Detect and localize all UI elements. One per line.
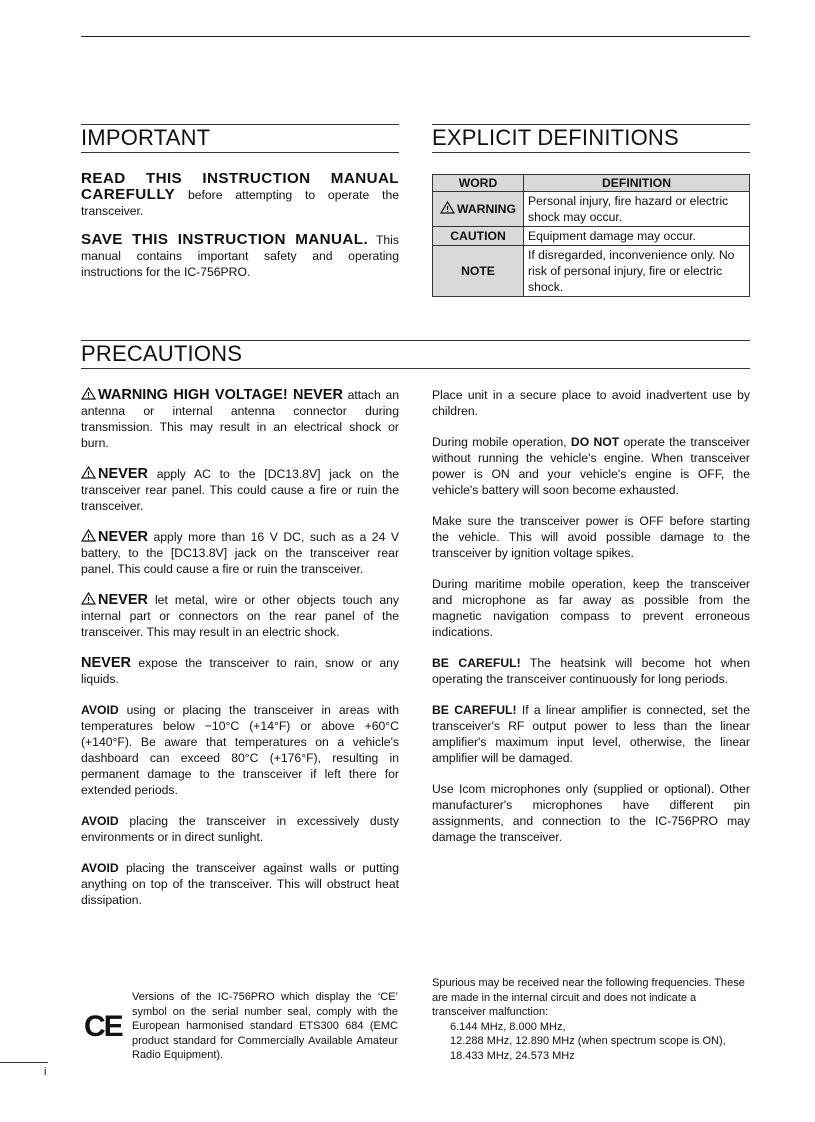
definition-cell: Personal injury, fire hazard or electric shock may occur. <box>524 192 750 227</box>
precaution-item: AVOID placing the transceiver in excessively dusty environments or in direct sunlight. <box>81 814 399 844</box>
frequency-line: 12.288 MHz, 12.890 MHz (when spectrum scope is ON), <box>450 1035 726 1047</box>
read-manual-text: before attempting to operate the transceiver. <box>81 188 399 218</box>
header-definition: DEFINITION <box>524 175 750 192</box>
warning-triangle-icon <box>81 466 96 479</box>
word-cell: CAUTION <box>433 227 524 246</box>
precautions-left-column <box>81 387 399 908</box>
warning-triangle-icon <box>81 387 96 400</box>
precaution-item: NEVER expose the transceiver to rain, snow or any liquids. <box>81 655 399 686</box>
page-number-rule <box>0 1062 48 1063</box>
precaution-item: NEVER apply AC to the [DC13.8V] jack on the transceiver rear panel. This could cause a fire or ruin the transceiver. <box>81 466 399 513</box>
read-manual-paragraph <box>81 171 399 219</box>
save-manual-bold: SAVE THIS INSTRUCTION MANUAL. <box>81 231 369 248</box>
precaution-item: During maritime mobile operation, keep the transceiver and microphone as far away as possible from the magnetic navigation compass to prevent erroneous indications. <box>432 577 750 639</box>
read-manual-bold: READ THIS INSTRUCTION MANUAL CAREFULLY <box>81 170 399 203</box>
important-section <box>81 171 399 280</box>
spurious-note <box>432 976 750 1063</box>
spurious-intro: Spurious may be received near the following frequencies. These are made in the internal circuit and does not indicate a transceiver malfunction: <box>432 977 745 1018</box>
header-word: WORD <box>433 175 524 192</box>
definitions-table-wrap <box>432 174 750 297</box>
save-manual-text: This manual contains important safety and operating instructions for the IC-756PRO. <box>81 233 399 279</box>
definition-cell: If disregarded, inconvenience only. No risk of personal injury, fire or electric shock. <box>524 246 750 297</box>
frequency-line: 18.433 MHz, 24.573 MHz <box>450 1049 575 1062</box>
precaution-item: NEVER apply more than 16 V DC, such as a 24 V battery, to the [DC13.8V] jack on the transceiver rear panel. This could cause a fire or ruin the transceiver. <box>81 529 399 576</box>
precaution-item: Use Icom microphones only (supplied or optional). Other manufacturer's microphones have different pin assignments, and connection to the IC-756PRO may damage the transceiver. <box>432 782 750 844</box>
table-row <box>433 227 750 246</box>
precaution-item: AVOID using or placing the transceiver in areas with temperatures below −10°C (+14°F) or above +60°C (+140°F). Be aware that temperatures on a vehicle's dashboard can exceed 80°C (+176°F), resulting in permanent damage to the transceiver if left there for extended periods. <box>81 703 399 797</box>
precaution-item: WARNING HIGH VOLTAGE! NEVER attach an antenna or internal antenna connector during transmission. This may result in an electrical shock or burn. <box>81 387 399 450</box>
frequency-list <box>432 1020 750 1064</box>
table-row <box>433 192 750 227</box>
precautions-title: PRECAUTIONS <box>81 340 750 369</box>
precaution-item: BE CAREFUL! If a linear amplifier is connected, set the transceiver's RF output power to less than the linear amplifier's maximum input level, otherwise, the linear amplifier will be damaged. <box>432 703 750 765</box>
precaution-item: BE CAREFUL! The heatsink will become hot when operating the transceiver continuously for long periods. <box>432 656 750 686</box>
ce-compliance-text: Versions of the IC-756PRO which display the ‘CE’ symbol on the serial number seal, comply with the European harmonised standard ETS300 684 (EMC product standard for Commercially Available Amateur Radio Equipment). <box>132 991 398 1061</box>
top-rule <box>81 36 750 37</box>
warning-triangle-icon <box>81 592 96 605</box>
table-row <box>433 246 750 297</box>
ce-mark-logo: CE <box>84 1010 122 1043</box>
definitions-title: EXPLICIT DEFINITIONS <box>432 124 750 153</box>
precaution-item: Place unit in a secure place to avoid inadvertent use by children. <box>432 388 750 418</box>
frequency-line: 6.144 MHz, 8.000 MHz, <box>450 1020 566 1033</box>
definitions-table <box>432 174 750 297</box>
table-header-row <box>433 175 750 192</box>
precautions-right-column <box>432 387 750 845</box>
precaution-item: Make sure the transceiver power is OFF before starting the vehicle. This will avoid possible damage to the transceiver by ignition voltage spikes. <box>432 514 750 560</box>
page-number: i <box>44 1066 47 1078</box>
precaution-item: During mobile operation, DO NOT operate the transceiver without running the vehicle's engine. When transceiver power is ON and your vehicle's engine is OFF, the vehicle's battery will soon become exhausted. <box>432 435 750 497</box>
important-title: IMPORTANT <box>81 124 399 153</box>
word-cell: WARNING <box>433 192 524 227</box>
precaution-item: AVOID placing the transceiver against walls or putting anything on top of the transceiver. This will obstruct heat dissipation. <box>81 861 399 907</box>
precaution-item: NEVER let metal, wire or other objects touch any internal part or connectors on the rear panel of the transceiver. This may result in an electric shock. <box>81 592 399 639</box>
warning-triangle-icon <box>440 201 455 214</box>
definition-cell: Equipment damage may occur. <box>524 227 750 246</box>
save-manual-paragraph <box>81 232 399 280</box>
word-cell: NOTE <box>433 246 524 297</box>
warning-triangle-icon <box>81 529 96 542</box>
